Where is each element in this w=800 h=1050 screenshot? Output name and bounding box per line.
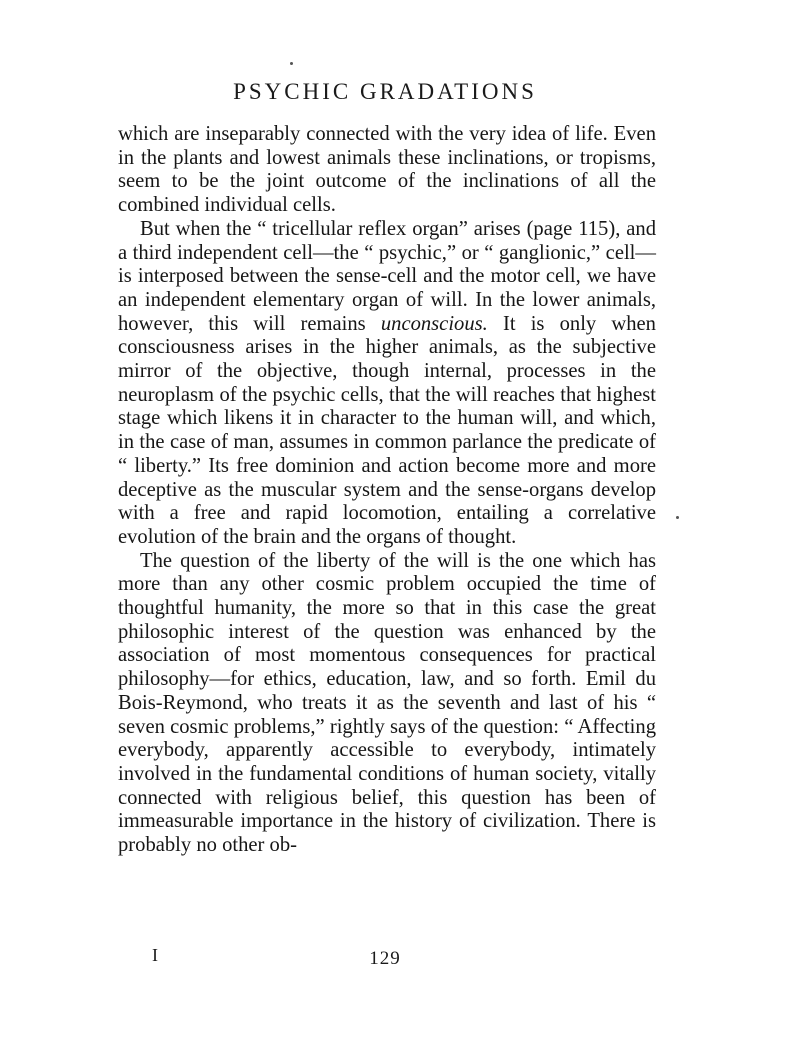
paragraph-2-text-a: But when the “ tricellular reflex organ” arises (page 115), and a third independent cell—the “ psychic,” or “ ganglionic,” cell—is interposed between the sense-cell and the motor cell, we have an independent elementary organ of will. In the lower animals, however, this will remains — [118, 217, 656, 335]
signature-mark: I — [152, 945, 158, 965]
paragraph-1-text: which are inseparably connected with the very idea of life. Even in the plants and lowest animals these inclinations, or tropisms, seem to be the joint outcome of the inclinations of all the combined individual cells. — [118, 123, 656, 217]
paragraph-2 — [118, 218, 656, 550]
paragraph-1 — [118, 123, 656, 218]
paragraph-3-text: The question of the liberty of the will is the one which has more than any other cosmic problem occupied the time of thoughtful humanity, the more so that in this case the great philosophic interest of the question was enhanced by the association of most momentous consequences for practical philosophy—for ethics, education, law, and so forth. Emil du Bois-Reymond, who treats it as the seventh and last of his “ seven cosmic problems,” rightly says of the question: “ Affecting everybody, apparently accessible to everybody, intimately involved in the fundamental conditions of human society, vitally connected with religious belief, this question has been of immeasurable importance in the history of civilization. There is probably no other ob- — [118, 549, 656, 857]
paragraph-2-text-b: It is only when consciousness arises in the higher animals, as the subjective mirror of the objective, though internal, processes in the neuroplasm of the psychic cells, that the will reaches that highest stage which likens it in character to the human will, and which, in the case of man, assumes in common parlance the predicate of “ liberty.” Its free dominion and action become more and more deceptive as the muscular system and the sense-organs develop with a free and rapid locomotion, entailing a correlative evolution of the brain and the organs of thought. — [118, 312, 656, 548]
print-speck — [290, 62, 293, 65]
running-head: PSYCHIC GRADATIONS — [233, 79, 537, 104]
body-text — [118, 123, 656, 858]
paragraph-2-italic-word: unconscious. — [380, 312, 488, 335]
page-number: 129 — [369, 948, 401, 969]
paragraph-3 — [118, 550, 656, 858]
print-speck — [676, 516, 679, 519]
